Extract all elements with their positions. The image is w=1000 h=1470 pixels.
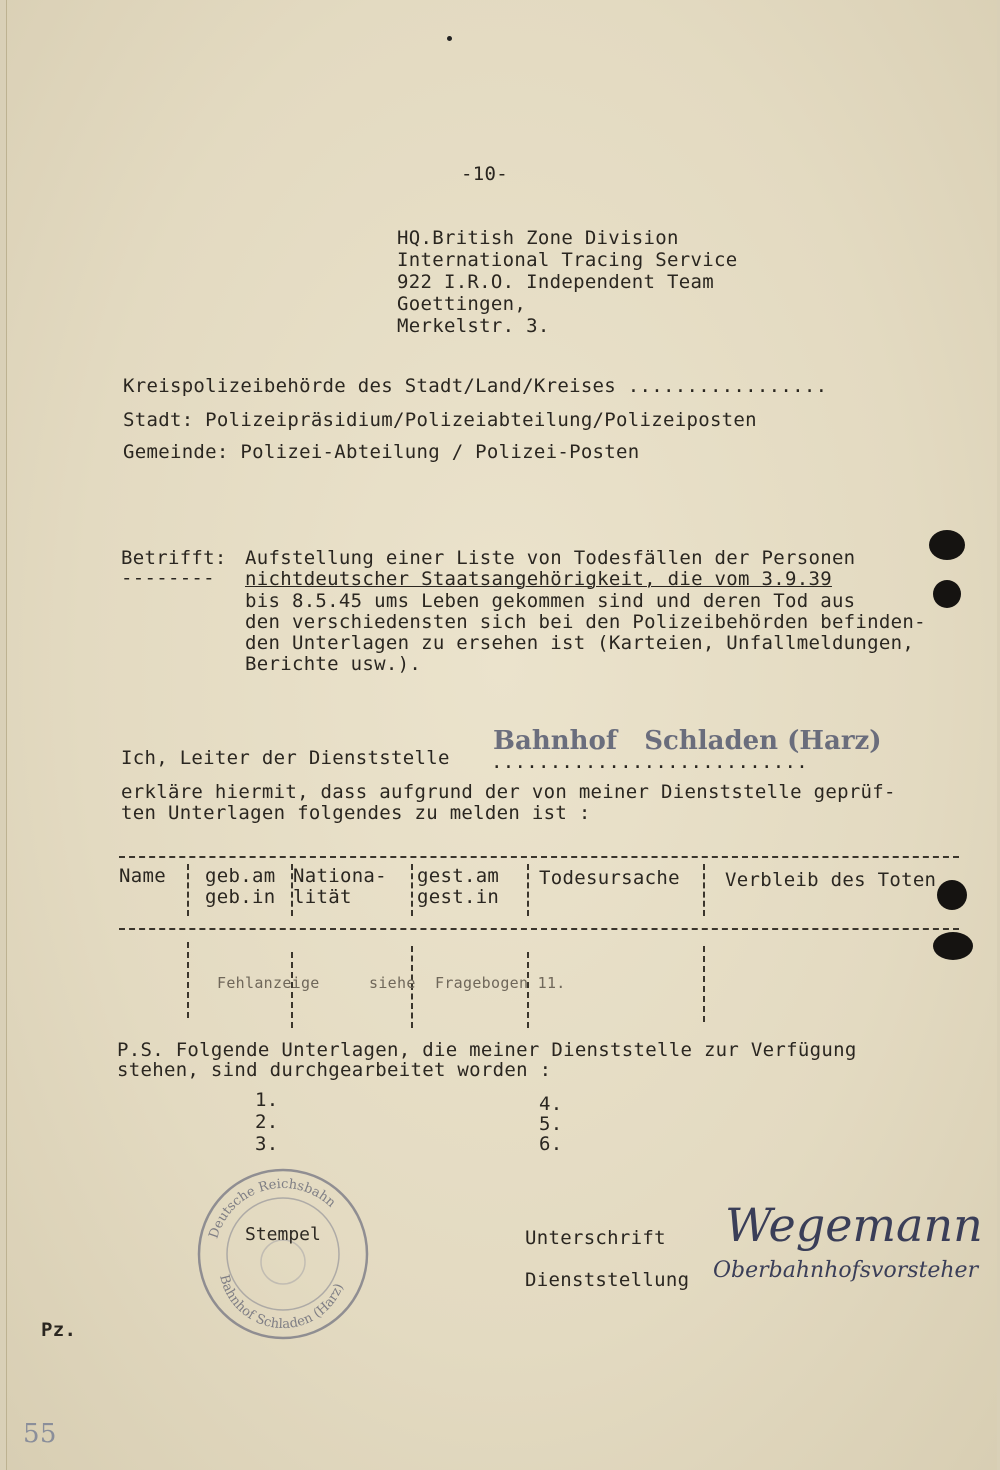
speck bbox=[447, 36, 452, 41]
postscript-item: 1. bbox=[255, 1089, 279, 1111]
stamp-label: Stempel bbox=[245, 1224, 321, 1245]
column-divider bbox=[527, 864, 529, 916]
table-header-cause: Todesursache bbox=[539, 867, 680, 889]
subject-line: den Unterlagen zu ersehen ist (Karteien, Unfallmeldungen, bbox=[245, 632, 915, 654]
pencil-page-number: 55 bbox=[23, 1419, 57, 1449]
column-divider bbox=[187, 864, 189, 916]
subject-label-underline: -------- bbox=[121, 567, 215, 589]
authority-line-3: Gemeinde: Polizei-Abteilung / Polizei-Posten bbox=[123, 441, 640, 463]
punch-hole bbox=[937, 880, 967, 910]
table-header-born: geb.in bbox=[205, 886, 276, 908]
page-number: -10- bbox=[461, 163, 508, 185]
postscript-item: 3. bbox=[255, 1133, 279, 1155]
address-line: HQ.British Zone Division bbox=[397, 227, 679, 249]
address-line: Merkelstr. 3. bbox=[397, 315, 550, 337]
table-header-name: Name bbox=[119, 865, 166, 887]
column-divider bbox=[703, 946, 705, 1022]
subject-line: nichtdeutscher Staatsangehörigkeit, die vom 3.9.39 bbox=[245, 568, 832, 590]
stamp-ring-top: Deutsche Reichsbahn bbox=[206, 1176, 339, 1241]
position-label: Dienststellung bbox=[525, 1269, 690, 1291]
column-divider bbox=[411, 864, 413, 916]
postscript-line-2: stehen, sind durchgearbeitet worden : bbox=[117, 1059, 552, 1081]
punch-hole bbox=[933, 932, 973, 960]
punch-hole bbox=[933, 580, 961, 608]
postscript-line-1: P.S. Folgende Unterlagen, die meiner Dienststelle zur Verfügung bbox=[117, 1039, 857, 1061]
postscript-item: 4. bbox=[539, 1093, 563, 1115]
subject-label: Betrifft: bbox=[121, 547, 227, 569]
declaration-dots: ........................... bbox=[491, 751, 808, 773]
table-entry: Fragebogen 11. bbox=[435, 974, 566, 992]
declaration-line-2: erkläre hiermit, dass aufgrund der von meiner Dienststelle geprüf- bbox=[121, 781, 896, 803]
postscript-item: 2. bbox=[255, 1111, 279, 1133]
handwritten-signature: Wegemann bbox=[725, 1198, 983, 1252]
stamp-ring-bottom: Bahnhof Schladen (Harz) bbox=[216, 1273, 347, 1333]
table-header-nationality: lität bbox=[293, 886, 352, 908]
footer-initials: Pz. bbox=[41, 1319, 77, 1341]
table-rule-top bbox=[119, 856, 959, 858]
table-header-remains: Verbleib des Toten bbox=[725, 869, 937, 891]
table-header-died: gest.in bbox=[417, 886, 500, 908]
declaration-prefix: Ich, Leiter der Dienststelle bbox=[121, 747, 450, 769]
postscript-item: 6. bbox=[539, 1133, 563, 1155]
column-divider bbox=[703, 864, 705, 916]
address-line: International Tracing Service bbox=[397, 249, 738, 271]
punch-hole bbox=[929, 530, 965, 560]
declaration-line-3: ten Unterlagen folgendes zu melden ist : bbox=[121, 802, 591, 824]
document-page bbox=[6, 0, 997, 1470]
official-stamp bbox=[193, 1164, 373, 1344]
authority-line-2: Stadt: Polizeipräsidium/Polizeiabteilung/Polizeiposten bbox=[123, 409, 757, 431]
address-line: 922 I.R.O. Independent Team bbox=[397, 271, 714, 293]
postscript-item: 5. bbox=[539, 1113, 563, 1135]
subject-line: bis 8.5.45 ums Leben gekommen sind und deren Tod aus bbox=[245, 590, 856, 612]
table-header-died: gest.am bbox=[417, 865, 500, 887]
dienststelle-stamp: Bahnhof Schladen (Harz) bbox=[493, 726, 882, 756]
subject-line: den verschiedensten sich bei den Polizeibehörden befinden- bbox=[245, 611, 926, 633]
subject-line: Aufstellung einer Liste von Todesfällen der Personen bbox=[245, 547, 856, 569]
address-line: Goettingen, bbox=[397, 293, 527, 315]
table-entry: siehe bbox=[369, 974, 416, 992]
column-divider bbox=[187, 942, 189, 1018]
signature-label: Unterschrift bbox=[525, 1227, 666, 1249]
subject-line: Berichte usw.). bbox=[245, 653, 422, 675]
table-header-born: geb.am bbox=[205, 865, 276, 887]
table-header-nationality: Nationa- bbox=[293, 865, 387, 887]
table-entry: Fehlanzeige bbox=[217, 974, 320, 992]
authority-line-1: Kreispolizeibehörde des Stadt/Land/Kreises ................. bbox=[123, 375, 828, 397]
table-rule-middle bbox=[119, 928, 959, 930]
handwritten-position: Oberbahnhofsvorsteher bbox=[713, 1258, 979, 1283]
